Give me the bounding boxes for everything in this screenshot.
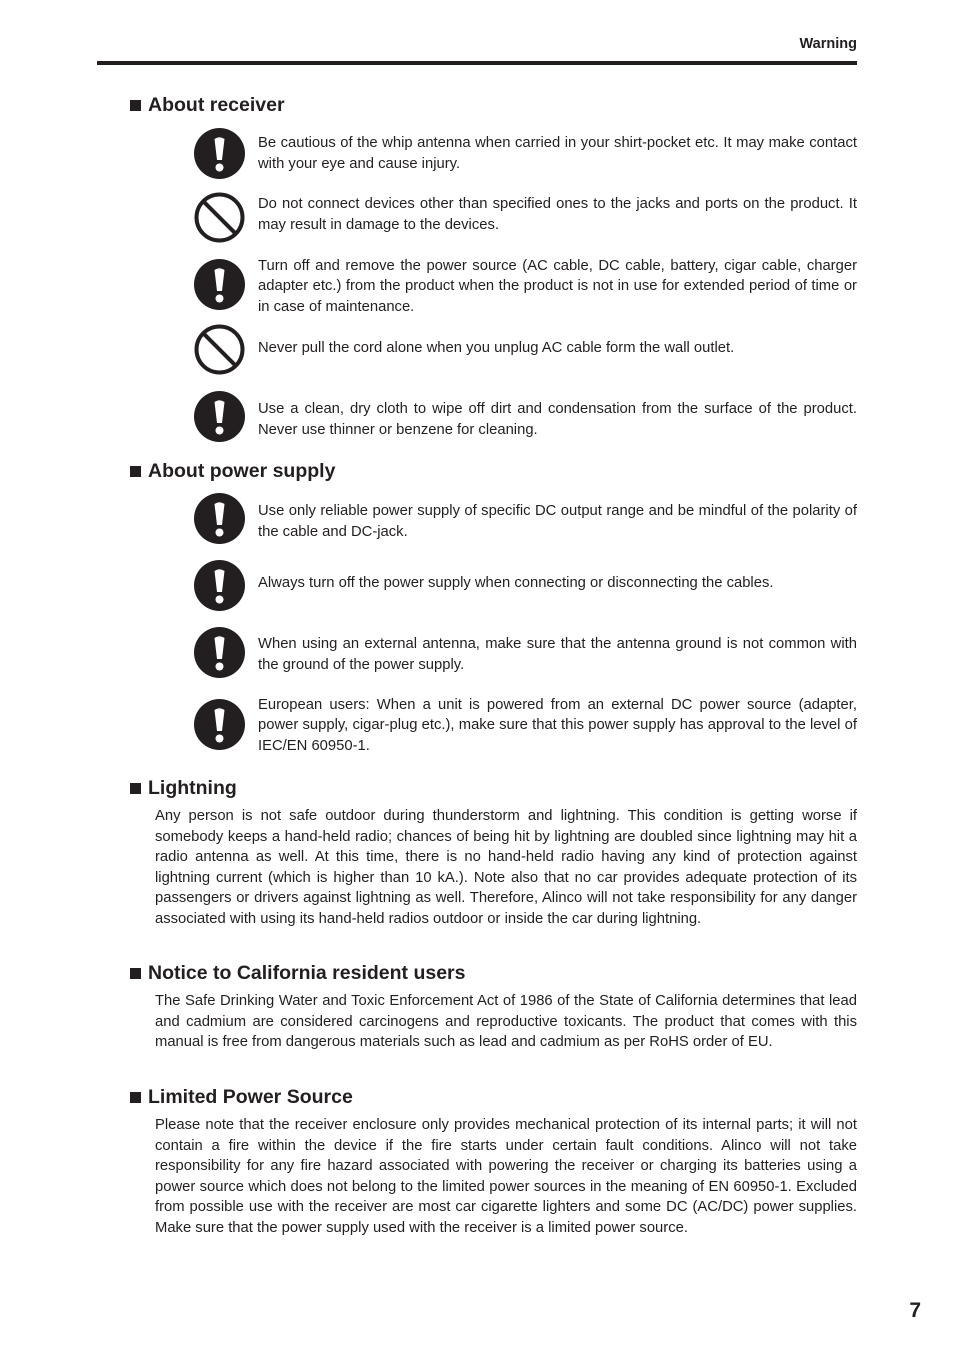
- prohibition-icon: [194, 324, 245, 375]
- exclamation-icon: [194, 493, 245, 544]
- section-heading-text: Lightning: [148, 777, 237, 799]
- section-heading-power-supply: [130, 460, 335, 483]
- section-heading-california: [130, 962, 466, 985]
- square-bullet-icon: [130, 1092, 141, 1103]
- lightning-paragraph: Any person is not safe outdoor during thunderstorm and lightning. This condition is getting worse if somebody keeps a hand-held radio; chances of being hit by lightning are doubled since lightning may hit a radio antenna as well. At this time, there is no hand-held radio having any kind of protection against lightning current (which is higher than 10 kA.). Note also that no car provides adequate protection of its passengers or drivers against lightning as well. Therefore, Alinco will not take responsibility for any danger associated with using its hand-held radios outdoor or inside the car during lightning.: [155, 808, 857, 927]
- california-paragraph: The Safe Drinking Water and Toxic Enforcement Act of 1986 of the State of California determines that lead and cadmium are considered carcinogens and reproductive toxicants. The product that comes with this manual is free from dangerous materials such as lead and cadmium as per RoHS order of EU.: [155, 993, 857, 1050]
- square-bullet-icon: [130, 466, 141, 477]
- section-heading-receiver: [130, 94, 285, 117]
- page-number: 7: [909, 1299, 921, 1322]
- warning-text: Be cautious of the whip antenna when carried in your shirt-pocket etc. It may make contact with your eye and cause injury.: [258, 135, 857, 172]
- warning-text: Use a clean, dry cloth to wipe off dirt and condensation from the surface of the product. Never use thinner or benzene for cleaning.: [258, 401, 857, 438]
- exclamation-icon: [194, 699, 245, 750]
- exclamation-icon: [194, 627, 245, 678]
- section-heading-limited-power: [130, 1086, 353, 1109]
- header-rule: [97, 61, 857, 65]
- exclamation-icon: [194, 560, 245, 611]
- square-bullet-icon: [130, 968, 141, 979]
- exclamation-icon: [194, 391, 245, 442]
- warning-text: Use only reliable power supply of specific DC output range and be mindful of the polarity of the cable and DC-jack.: [258, 503, 857, 540]
- warning-text: When using an external antenna, make sure that the antenna ground is not common with the ground of the power supply.: [258, 636, 857, 673]
- prohibition-icon: [194, 192, 245, 243]
- warning-text: Never pull the cord alone when you unplug AC cable form the wall outlet.: [258, 340, 735, 357]
- warning-text: Do not connect devices other than specified ones to the jacks and ports on the product. It may result in damage to the devices.: [258, 196, 857, 233]
- limited-power-paragraph: Please note that the receiver enclosure only provides mechanical protection of its internal parts; it will not contain a fire within the device if the fire starts under certain fault conditions. Alinco will not take responsibility for any fire hazard associated with powering the receiver or charging its batteries using a power source which does not belong to the limited power sources in the meaning of EN 60950-1. Excluded from possible use with the receiver are most car cigarette lighters and some DC (AC/DC) power supplies. Make sure that the power supply used with the receiver is a limited power source.: [155, 1117, 857, 1236]
- warning-text: Turn off and remove the power source (AC cable, DC cable, battery, cigar cable, charger adapter etc.) from the product when the product is not in use for extended period of time or in case of maintenance.: [258, 257, 857, 315]
- warning-text: European users: When a unit is powered from an external DC power source (adapter, power supply, cigar-plug etc.), make sure that this power supply has approval to the level of IEC/EN 60950-1.: [258, 696, 857, 754]
- section-heading-text: About power supply: [148, 460, 336, 482]
- exclamation-icon: [194, 128, 245, 179]
- running-header: Warning: [799, 36, 857, 52]
- warning-text: Always turn off the power supply when connecting or disconnecting the cables.: [258, 575, 774, 592]
- square-bullet-icon: [130, 783, 141, 794]
- section-heading-text: Limited Power Source: [148, 1086, 353, 1108]
- square-bullet-icon: [130, 100, 141, 111]
- section-heading-text: About receiver: [148, 94, 285, 116]
- section-heading-lightning: [130, 777, 237, 800]
- exclamation-icon: [194, 259, 245, 310]
- section-heading-text: Notice to California resident users: [148, 962, 466, 984]
